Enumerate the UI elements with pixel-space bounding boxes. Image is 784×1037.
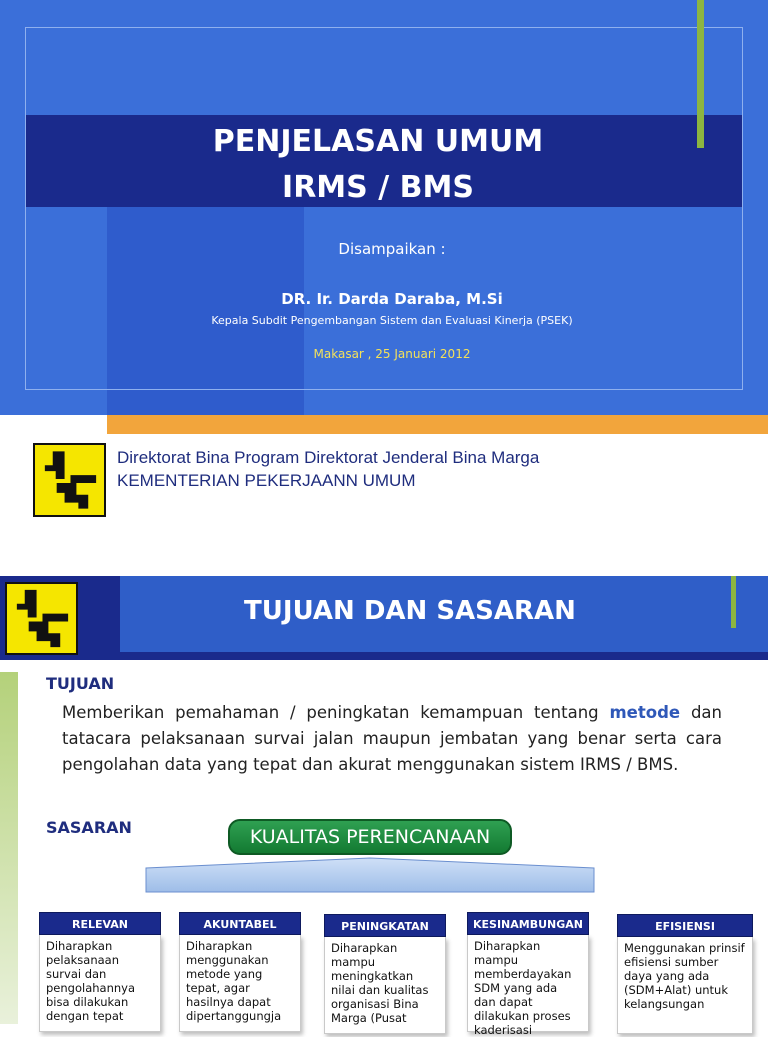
header-stripe (0, 652, 768, 660)
card-title: KESINAMBUNGAN (467, 912, 589, 935)
slide-title: TUJUAN DAN SASARAN (244, 596, 576, 626)
presentation-date: Makasar , 25 Januari 2012 (313, 347, 471, 361)
tujuan-text-start: Memberikan pemahaman / peningkatan kemampuan tentang (62, 703, 610, 722)
card-akuntabel (179, 912, 301, 1032)
card-peningkatan (324, 914, 446, 1034)
card-title: EFISIENSI (617, 914, 753, 937)
sasaran-heading: SASARAN (46, 818, 132, 837)
decorative-sidebar (0, 672, 18, 1024)
pu-ministry-logo-icon (33, 443, 106, 517)
card-title: AKUNTABEL (179, 912, 301, 935)
tujuan-paragraph (62, 700, 722, 778)
pu-ministry-logo-icon (5, 582, 78, 655)
kualitas-perencanaan-pill: KUALITAS PERENCANAAN (228, 819, 512, 855)
presented-by-label: Disampaikan : (338, 240, 446, 258)
card-efisiensi (617, 914, 753, 1034)
green-accent-bar (731, 576, 736, 628)
speaker-name: DR. Ir. Darda Daraba, M.Si (281, 290, 503, 308)
card-text: Diharapkan pelaksanaan survai dan pengolahannya bisa dilakukan dengan tepat (39, 935, 161, 1032)
slide-title-line1: PENJELASAN UMUM (212, 124, 544, 159)
decorative-frame (25, 27, 743, 390)
card-text: Menggunakan prinsif efisiensi sumber daya yang ada (SDM+Alat) untuk kelangsungan (617, 937, 753, 1034)
card-text: Diharapkan menggunakan metode yang tepat, agar hasilnya dapat dipertanggungja (179, 935, 301, 1032)
roof-triangle (145, 857, 595, 893)
tujuan-keyword: metode (609, 703, 681, 722)
card-text: Diharapkan mampu memberdayakan SDM yang ada dan dapat dilakukan proses kaderisasi (467, 935, 589, 1032)
objectives-slide (0, 576, 768, 1037)
footer-directorate: Direktorat Bina Program Direktorat Jenderal Bina Marga (117, 448, 540, 467)
footer-ministry: KEMENTERIAN PEKERJAANN UMUM (117, 471, 416, 490)
speaker-role: Kepala Subdit Pengembangan Sistem dan Evaluasi Kinerja (PSEK) (211, 314, 573, 327)
slide-title-line2: IRMS / BMS (282, 170, 474, 205)
card-title: PENINGKATAN (324, 914, 446, 937)
tujuan-heading: TUJUAN (46, 674, 115, 693)
card-text: Diharapkan mampu meningkatkan nilai dan kualitas organisasi Bina Marga (Pusat (324, 937, 446, 1034)
orange-accent-bar (107, 415, 768, 434)
tujuan-text-end: dan tatacara pelaksanaan survai jalan maupun jembatan yang benar serta cara pengolahan data yang tepat dan akurat menggunakan sistem IRMS / BMS. (62, 703, 722, 774)
card-title: RELEVAN (39, 912, 161, 935)
card-relevan (39, 912, 161, 1032)
card-kesinambungan (467, 912, 589, 1037)
